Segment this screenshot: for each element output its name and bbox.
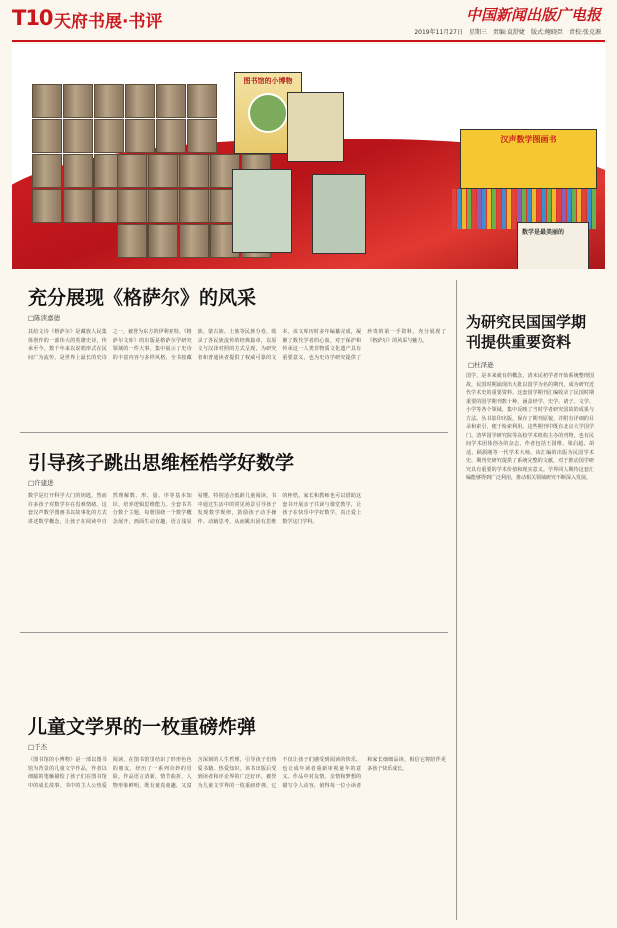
hero-photo bbox=[12, 44, 605, 269]
book-box-math bbox=[460, 129, 597, 189]
byline-math-thinking: □许建进 bbox=[28, 479, 54, 487]
article-body-gesar: 其给文诗《格萨尔》是藏族人民集体创作的一部伟大的英雄史诗，传承至今，数千年来以说唱形式在民间广为流传，是世界上最长的史诗之一，被誉为东方的伊利亚特。《格萨尔文库》的出版是格萨尔学研究领域的一件大事，集中展示了史诗的丰富内容与多样风格。全书按藏族、蒙古族、土族等民族分卷，收录了各民族流传的经典篇章，以原文与汉译对照的方式呈现，为研究者和普通读者提供了权威可靠的文本。该文库历时多年编纂完成，凝聚了数代学者的心血，对于保护和传承这一人类非物质文化遗产具有重要意义，也为史诗学研究提供了珍贵的第一手资料，充分展现了《格萨尔》的风采与魅力。 bbox=[28, 329, 446, 361]
byline-gesar: □陈读嘉德 bbox=[28, 314, 61, 322]
book-title: 数学是最美丽的 bbox=[522, 229, 565, 236]
book-title: 图书馆的小博物 bbox=[243, 77, 293, 85]
headline-gesar: 充分展现《格萨尔》的风采 bbox=[28, 287, 257, 309]
section-divider bbox=[20, 632, 448, 633]
page-header bbox=[0, 0, 617, 44]
proofreader: 责校:张克源 bbox=[568, 29, 601, 36]
issue-weekday: 星期三 bbox=[468, 29, 487, 36]
article-body-republic-journals: 国学，是本来就有的概念，清末民初学者开始系统整理国故，民国时期涌现出大批以国学为名的期刊，成为研究近代学术史的重要资料。这套国学期刊汇编收录了民国时期重要的国学期刊数十种，涵盖经学、史学、诸子、文学、小学等各个领域，集中反映了当时学者研究国故的成果与方法。丛书影印出版，保存了期刊原貌，并附有详细的目录和索引，便于检索利用。这些期刊中既有北京大学国学门、清华国学研究院等高校学术机构主办的刊物，也有民间学术团体创办的杂志，作者包括王国维、梁启超、胡适、顾颉刚等一代学术大师。该汇编的出版为民国学术史、期刊史研究提供了系统完整的文献，对于推动国学研究具有重要的学术价值和现实意义。学界同人期待这套汇编能够得到广泛利用，推动相关领域研究不断深入发展。 bbox=[466, 373, 594, 481]
section-title bbox=[54, 7, 162, 32]
cartoon-illustration bbox=[248, 93, 288, 133]
section-subtitle: ·书评 bbox=[122, 12, 163, 32]
headline-math-thinking: 引导孩子跳出思维桎梏学好数学 bbox=[28, 452, 295, 474]
newspaper-name: 中国新闻出版广电报 bbox=[465, 6, 601, 24]
article-body-math-thinking: 数学是打开科学大门的钥匙，然而许多孩子对数学存在畏难情绪。这套汉声数学图画书以故事化的方式讲述数学概念，让孩子在阅读中自然理解数、形、量、序等基本知识，培养逻辑思维能力。全套书共分数个主题，每册围绕一个数学概念展开，画面生动有趣，语言浅显易懂，特别适合低龄儿童阅读。书中通过生活中的常见场景引导孩子发现数学规律，鼓励孩子动手操作、动脑思考，从而跳出固有思维的桎梏。家长和教师也可以借助这套书开展亲子共读与课堂教学，让孩子在快乐中学好数学，真正爱上数学这门学科。 bbox=[28, 493, 362, 525]
headline-childrens-literature: 儿童文学界的一枚重磅炸弹 bbox=[28, 716, 257, 738]
book-cover-green bbox=[232, 169, 292, 253]
book-title: 汉声数学图画书 bbox=[500, 135, 557, 144]
section-name: 天府书展 bbox=[54, 12, 122, 32]
page-number: T10 bbox=[12, 6, 53, 30]
header-rule bbox=[12, 40, 605, 42]
column-divider bbox=[456, 280, 457, 920]
issue-date: 2019年11月27日 bbox=[414, 29, 463, 36]
article-body-childrens-literature: 《图书馆的小博物》是一部以图书馆为背景的儿童文学作品，作者以细腻的笔触描绘了孩子们在图书馆中的成长故事。书中的主人公热爱阅读，在图书馆里结识了形形色色的朋友，经历了一系列奇妙的冒险。作品语言清新，情节曲折，人物形象鲜明，既有童真童趣，又富含深刻的人生哲理，引导孩子们热爱书籍、热爱知识。该书出版后受到读者和评论界的广泛好评，被誉为儿童文学界的一枚重磅炸弹，它不仅让孩子们感受到阅读的快乐，也让成年读者重新审视童年的意义。作品中对友情、亲情和梦想的描写令人动容，值得每一位小读者和家长细细品读，相信它将陪伴更多孩子快乐成长。 bbox=[28, 757, 446, 789]
section-divider bbox=[20, 432, 448, 433]
book-cover-library-2 bbox=[287, 92, 344, 162]
byline-childrens-literature: □于杰 bbox=[28, 743, 48, 751]
issue-meta bbox=[414, 27, 601, 36]
headline-republic-journals: 为研究民国国学期刊提供重要资料 bbox=[466, 313, 587, 351]
layout-editor: 版式:鲍晓臣 bbox=[530, 29, 563, 36]
book-cover-math-beauty bbox=[517, 222, 589, 269]
byline-republic-journals: □杜泽逊 bbox=[468, 361, 494, 369]
book-cover-green-2 bbox=[312, 174, 366, 254]
editor: 责编:袁舒婕 bbox=[492, 29, 525, 36]
